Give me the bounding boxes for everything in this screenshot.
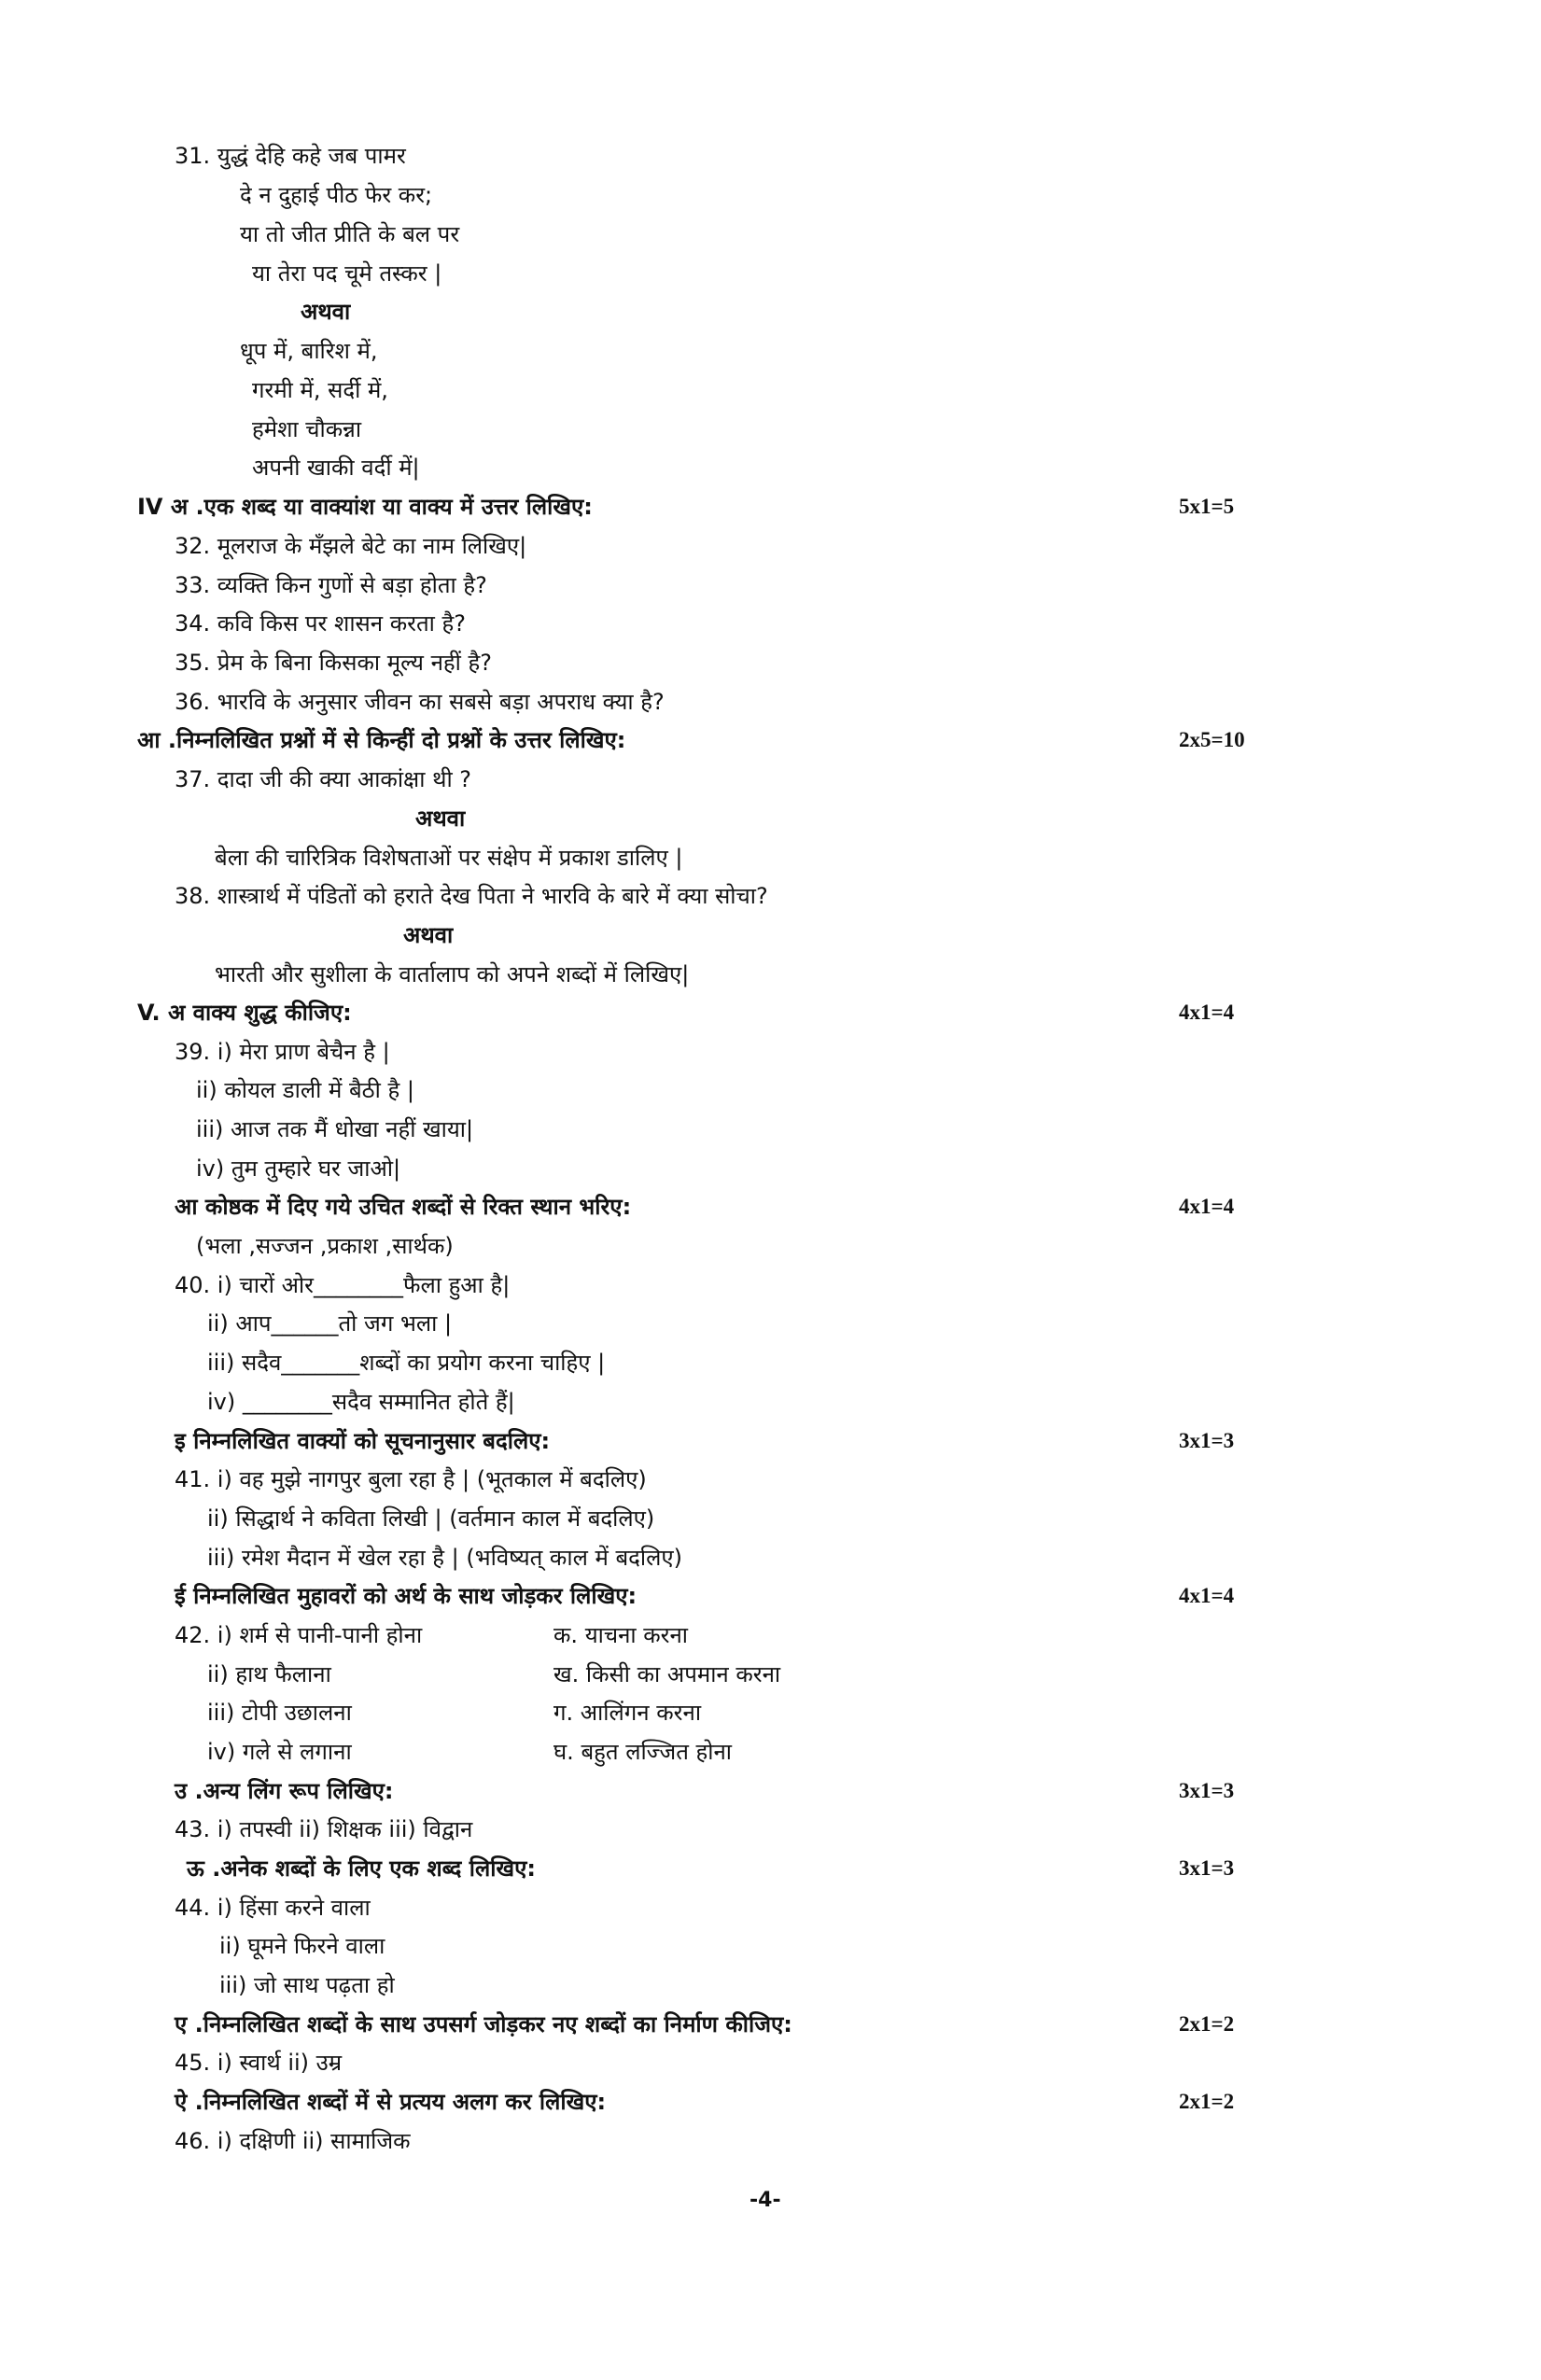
section-5h-marks: 2x1=2	[1179, 2090, 1235, 2113]
section-5f-heading: ऊ .अनेक शब्दों के लिए एक शब्द लिखिए:	[187, 1855, 536, 1882]
question-39-i: 39. i) मेरा प्राण बेचैन है |	[175, 1039, 390, 1065]
question-38: 38. शास्त्रार्थ में पंडितों को हराते देख पिता ने भारवि के बारे में क्या सोचा?	[175, 883, 768, 909]
question-39-iv: iv) तुम तुम्हारे घर जाओ|	[196, 1155, 401, 1182]
section-4a-heading: IV अ .एक शब्द या वाक्यांश या वाक्य में उत्तर लिखिए:	[137, 494, 593, 520]
poem-line-2: दे न दुहाई पीठ फेर कर;	[240, 182, 433, 208]
section-5g-heading: ए .निम्नलिखित शब्दों के साथ उपसर्ग जोड़कर नए शब्दों का निर्माण कीजिए:	[175, 2011, 792, 2037]
section-5a-marks: 4x1=4	[1179, 1001, 1235, 1024]
question-45: 45. i) स्वार्थ ii) उम्र	[175, 2050, 343, 2076]
section-5e-marks: 3x1=3	[1179, 1779, 1235, 1802]
question-37: 37. दादा जी की क्या आकांक्षा थी ?	[175, 766, 472, 792]
question-37-alt: बेला की चारित्रिक विशेषताओं पर संक्षेप में प्रकाश डालिए |	[215, 845, 683, 871]
poem-line-5: धूप में, बारिश में,	[240, 338, 378, 364]
question-44-ii: ii) घूमने फिरने वाला	[219, 1933, 385, 1959]
question-44-iii: iii) जो साथ पढ़ता हो	[219, 1972, 395, 1998]
question-39-iii: iii) आज तक मैं धोखा नहीं खाया|	[196, 1116, 474, 1142]
word-options: (भला ,सज्जन ,प्रकाश ,सार्थक)	[196, 1233, 454, 1259]
poem-line-8: अपनी खाकी वर्दी में|	[252, 455, 420, 481]
question-40-iv: iv) ________सदैव सम्मानित होते हैं|	[207, 1389, 515, 1415]
question-34: 34. कवि किस पर शासन करता है?	[175, 610, 466, 637]
question-40-iii: iii) सदैव_______शब्दों का प्रयोग करना चाहिए |	[207, 1350, 606, 1376]
question-43: 43. i) तपस्वी ii) शिक्षक iii) विद्वान	[175, 1816, 473, 1842]
question-41-iii: iii) रमेश मैदान में खेल रहा है | (भविष्यत् काल में बदलिए)	[207, 1545, 683, 1571]
page-number: -4-	[749, 2189, 781, 2212]
question-38-alt: भारती और सुशीला के वार्तालाप को अपने शब्दों में लिखिए|	[215, 961, 690, 987]
poem-line-3: या तो जीत प्रीति के बल पर	[240, 221, 460, 247]
section-4b-heading: आ .निम्नलिखित प्रश्नों में से किन्हीं दो प्रश्नों के उत्तर लिखिए:	[137, 727, 626, 753]
poem-or: अथवा	[301, 299, 351, 325]
section-5d-marks: 4x1=4	[1179, 1584, 1235, 1607]
question-44-i: 44. i) हिंसा करने वाला	[175, 1895, 371, 1921]
meaning-4: घ. बहुत लज्जित होना	[553, 1739, 733, 1765]
section-5f-marks: 3x1=3	[1179, 1856, 1235, 1880]
question-39-ii: ii) कोयल डाली में बैठी है |	[196, 1077, 414, 1103]
meaning-1: क. याचना करना	[553, 1622, 689, 1648]
idiom-3: iii) टोपी उछालना	[207, 1700, 352, 1726]
question-37-or: अथवा	[415, 805, 466, 832]
poem-line-7: हमेशा चौकन्ना	[252, 416, 362, 442]
question-35: 35. प्रेम के बिना किसका मूल्य नहीं है?	[175, 650, 492, 676]
section-5b-marks: 4x1=4	[1179, 1195, 1235, 1218]
meaning-3: ग. आलिंगन करना	[553, 1700, 702, 1726]
section-5d-heading: ई निम्नलिखित मुहावरों को अर्थ के साथ जोड़कर लिखिए:	[175, 1583, 637, 1609]
section-5b-heading: आ कोष्ठक में दिए गये उचित शब्दों से रिक्त स्थान भरिए:	[175, 1194, 632, 1220]
meaning-2: ख. किसी का अपमान करना	[553, 1661, 781, 1687]
question-33: 33. व्यक्ति किन गुणों से बड़ा होता है?	[175, 572, 487, 598]
section-5c-marks: 3x1=3	[1179, 1429, 1235, 1452]
section-5c-heading: इ निम्नलिखित वाक्यों को सूचनानुसार बदलिए:	[175, 1428, 551, 1454]
section-4b-marks: 2x5=10	[1179, 728, 1245, 751]
question-38-or: अथवा	[403, 922, 454, 948]
question-32: 32. मूलराज के मँझले बेटे का नाम लिखिए|	[175, 533, 527, 559]
section-5h-heading: ऐ .निम्नलिखित शब्दों में से प्रत्यय अलग कर लिखिए:	[175, 2089, 607, 2115]
question-40-ii: ii) आप______तो जग भला |	[207, 1310, 453, 1337]
idiom-1: 42. i) शर्म से पानी-पानी होना	[175, 1622, 423, 1648]
idiom-2: ii) हाथ फैलाना	[207, 1661, 331, 1687]
section-4a-marks: 5x1=5	[1179, 495, 1235, 518]
section-5a-heading: V. अ वाक्य शुद्ध कीजिए:	[137, 1000, 352, 1026]
idiom-4: iv) गले से लगाना	[207, 1739, 352, 1765]
poem-line-1: 31. युद्धं देहि कहे जब पामर	[175, 143, 406, 169]
question-36: 36. भारवि के अनुसार जीवन का सबसे बड़ा अपराध क्या है?	[175, 689, 665, 715]
question-41-i: 41. i) वह मुझे नागपुर बुला रहा है | (भूतकाल में बदलिए)	[175, 1466, 647, 1492]
poem-line-4: या तेरा पद चूमे तस्कर |	[252, 260, 442, 287]
poem-line-6: गरमी में, सर्दी में,	[252, 377, 388, 403]
section-5g-marks: 2x1=2	[1179, 2012, 1235, 2036]
question-40-i: 40. i) चारों ओर________फैला हुआ है|	[175, 1272, 511, 1298]
question-41-ii: ii) सिद्धार्थ ने कविता लिखी | (वर्तमान काल में बदलिए)	[207, 1505, 655, 1532]
question-46: 46. i) दक्षिणी ii) सामाजिक	[175, 2128, 411, 2154]
section-5e-heading: उ .अन्य लिंग रूप लिखिए:	[175, 1778, 394, 1804]
